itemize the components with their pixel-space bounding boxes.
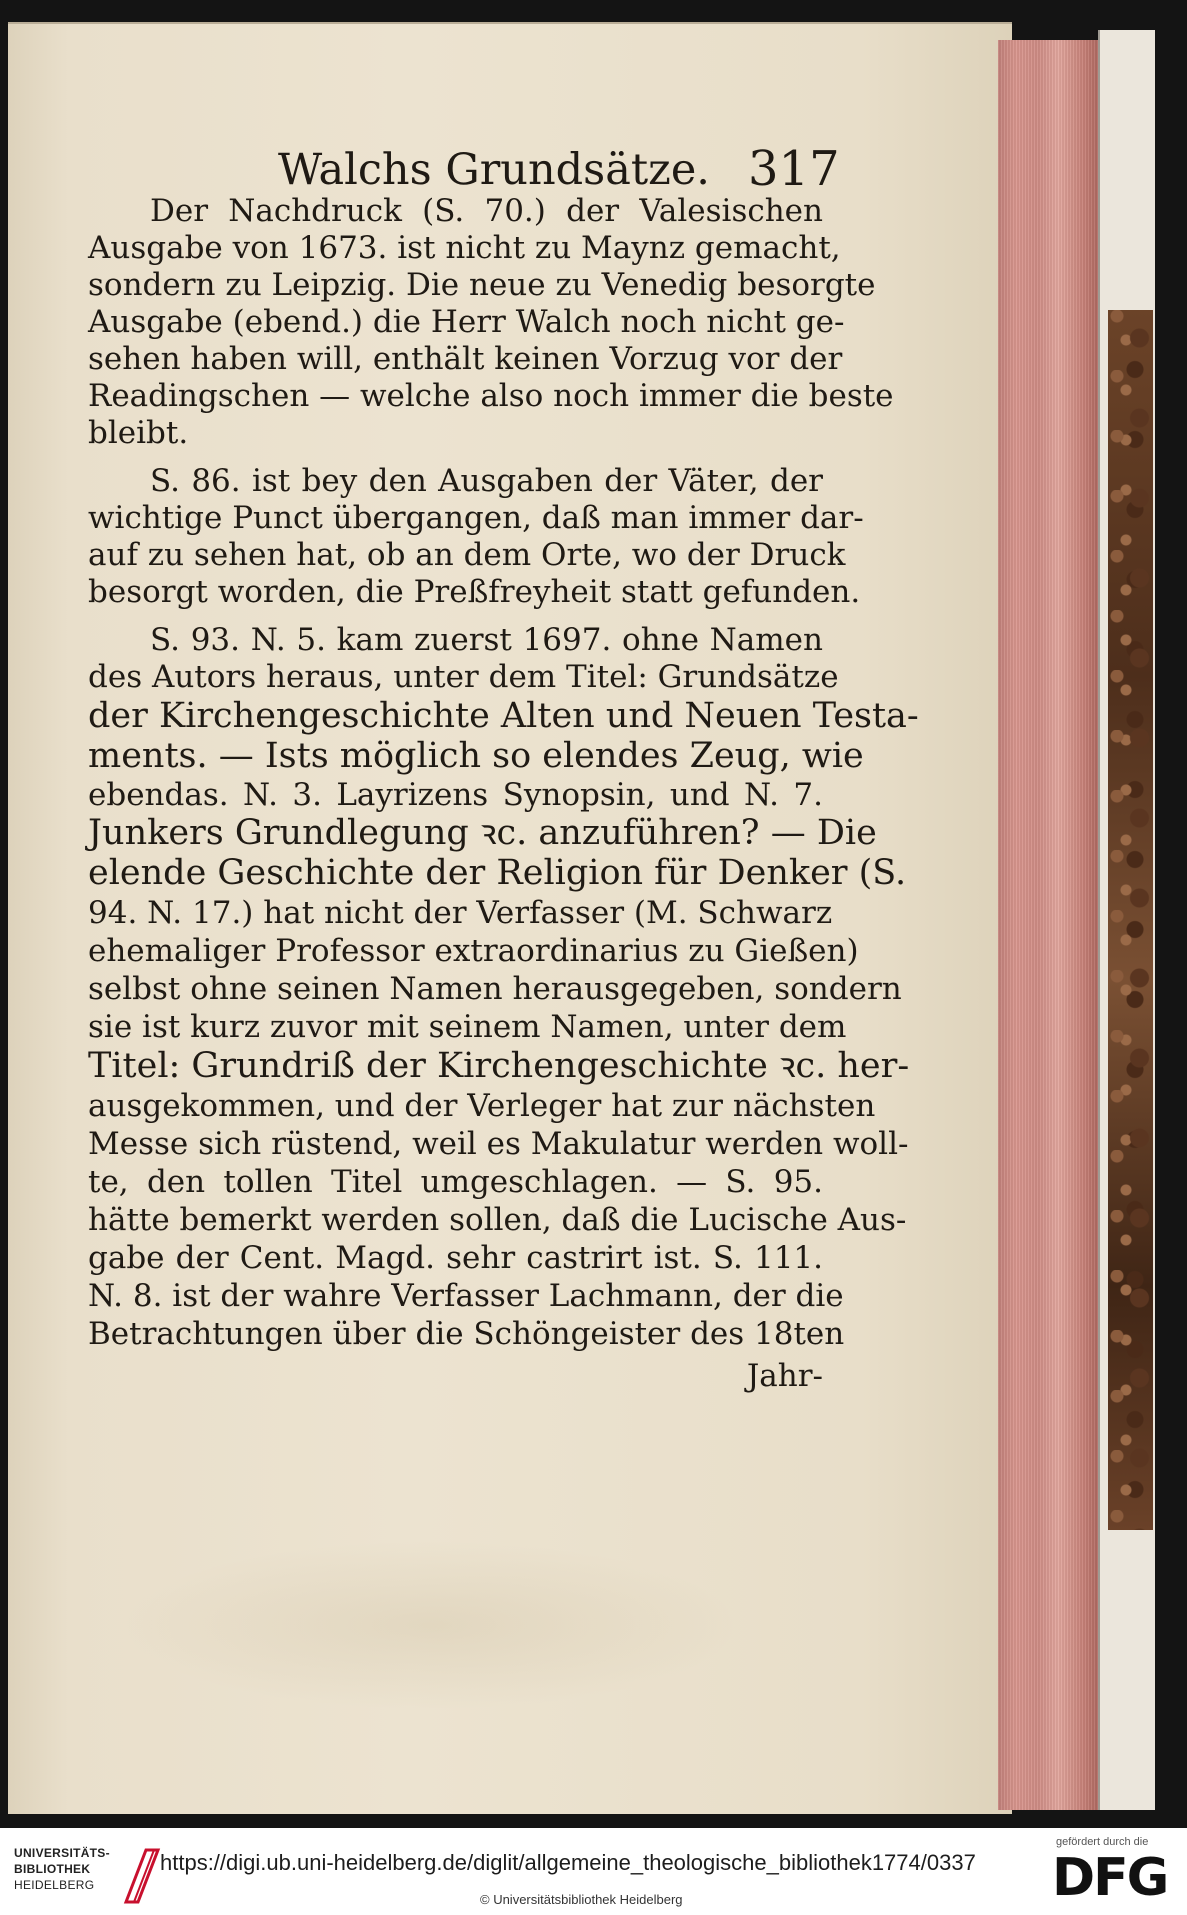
text-line: ments. — Ists möglich so elendes Zeug, wie: [88, 736, 864, 776]
text-line: Junkers Grundlegung ꝛc. anzuführen? — Die: [88, 813, 877, 853]
text-line: wichtige Punct übergangen, daß man immer dar-: [88, 500, 864, 536]
text-line: S. 93. N. 5. kam zuerst 1697. ohne Namen: [150, 622, 823, 658]
paper-stain: [120, 1540, 740, 1710]
text-line: ehemaliger Professor extraordinarius zu Gießen): [88, 933, 859, 969]
copyright-notice: © Universitätsbibliothek Heidelberg: [480, 1892, 683, 1907]
library-name-line3: HEIDELBERG: [14, 1878, 95, 1892]
text-line: bleibt.: [88, 415, 189, 451]
text-line: gabe der Cent. Magd. sehr castrirt ist. S. 111.: [88, 1240, 823, 1276]
text-line: Titel: Grundriß der Kirchengeschichte ꝛc. her-: [88, 1046, 910, 1086]
text-line: auf zu sehen hat, ob an dem Orte, wo der Druck: [88, 537, 846, 573]
library-name-line1: UNIVERSITÄTS-: [14, 1846, 110, 1860]
text-line: sie ist kurz zuvor mit seinem Namen, unter dem: [88, 1009, 847, 1045]
running-title: Walchs Grundsätze.: [278, 145, 710, 195]
text-line: sondern zu Leipzig. Die neue zu Venedig besorgte: [88, 267, 876, 303]
text-line: Betrachtungen über die Schöngeister des 18ten: [88, 1316, 845, 1352]
text-line: 94. N. 17.) hat nicht der Verfasser (M. Schwarz: [88, 895, 833, 931]
text-line: der Kirchengeschichte Alten und Neuen Testa-: [88, 696, 919, 736]
ub-heidelberg-logo[interactable]: [14, 1846, 126, 1904]
text-line: ebendas. N. 3. Layrizens Synopsin, und N. 7.: [88, 777, 823, 813]
dfg-logo[interactable]: DFG: [1052, 1848, 1168, 1908]
page-number: 317: [748, 141, 840, 197]
text-line: hätte bemerkt werden sollen, daß die Lucische Aus-: [88, 1202, 907, 1238]
text-line: Ausgabe (ebend.) die Herr Walch noch nicht ge-: [88, 304, 845, 340]
text-line: sehen haben will, enthält keinen Vorzug vor der: [88, 341, 843, 377]
text-line: Readingschen — welche also noch immer die beste: [88, 378, 894, 414]
marbled-cover-edge: [1108, 310, 1153, 1530]
text-line: te, den tollen Titel umgeschlagen. — S. 95.: [88, 1164, 823, 1200]
text-line: besorgt worden, die Preßfreyheit statt gefunden.: [88, 574, 861, 610]
text-line: Messe sich rüstend, weil es Makulatur werden woll-: [88, 1126, 909, 1162]
funding-note: gefördert durch die: [1056, 1836, 1149, 1848]
library-name-line2: BIBLIOTHEK: [14, 1862, 91, 1876]
text-line: N. 8. ist der wahre Verfasser Lachmann, der die: [88, 1278, 844, 1314]
text-line: Der Nachdruck (S. 70.) der Valesischen: [150, 193, 823, 229]
text-line: selbst ohne seinen Namen herausgegeben, sondern: [88, 971, 902, 1007]
page-edge-texture: [998, 40, 1098, 1810]
text-line: S. 86. ist bey den Ausgaben der Väter, der: [150, 463, 823, 499]
catchword: Jahr-: [746, 1358, 823, 1394]
text-line: ausgekommen, und der Verleger hat zur nächsten: [88, 1088, 876, 1124]
text-line: des Autors heraus, unter dem Titel: Grundsätze: [88, 659, 839, 695]
ub-logo-mark-icon: [120, 1844, 164, 1906]
permalink-url[interactable]: https://digi.ub.uni-heidelberg.de/diglit/allgemeine_theologische_bibliothek1774/0337: [160, 1850, 976, 1875]
text-line: Ausgabe von 1673. ist nicht zu Maynz gemacht,: [88, 230, 841, 266]
viewer-footer: [0, 1828, 1187, 1915]
text-line: elende Geschichte der Religion für Denker (S.: [88, 853, 907, 893]
